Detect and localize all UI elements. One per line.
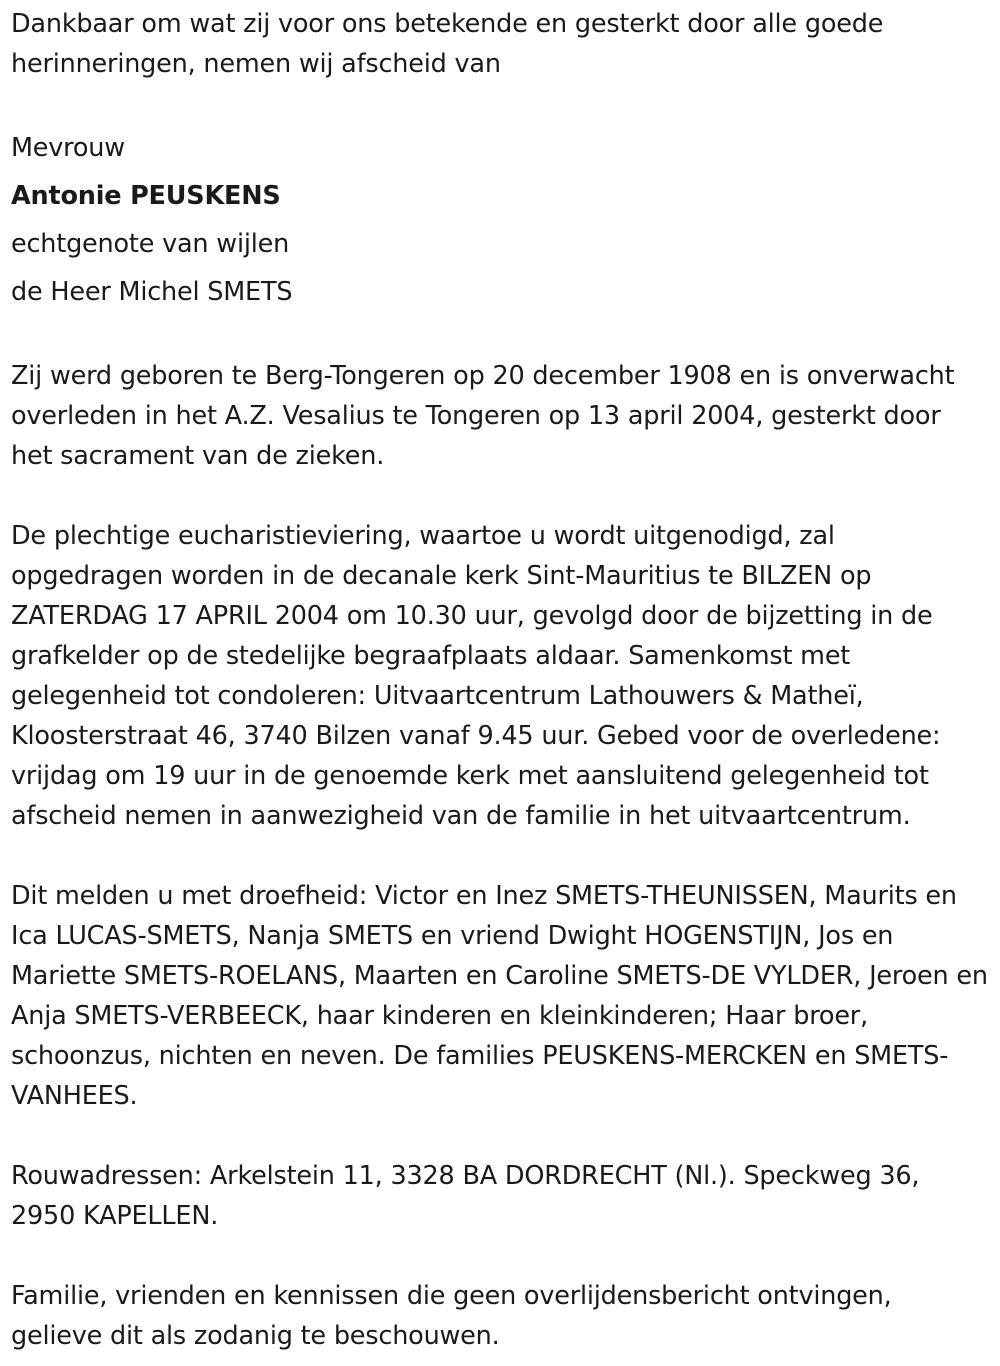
- spacer: [11, 84, 989, 124]
- family-paragraph: Dit melden u met droefheid: Victor en Inez SMETS-THEUNISSEN, Maurits en Ica LUCAS-SMETS, Nanja SMETS en vriend Dwight HOGENSTIJN, Jos en Mariette SMETS-ROELANS, Maarten en Caroline SMETS-DE VYLDER, Jeroen en Anja SMETS-VERBEECK, haar kinderen en kleinkinderen; Haar broer, schoonzus, nichten en neven. De families PEUSKENS-MERCKEN en SMETS-VANHEES.: [11, 881, 988, 1111]
- deceased-title: Mevrouw: [11, 133, 125, 163]
- spacer: [11, 316, 989, 356]
- spacer: [11, 1116, 989, 1156]
- spacer: [11, 836, 989, 876]
- deceased-relation: echtgenote van wijlen: [11, 229, 290, 259]
- spacer: [11, 1236, 989, 1276]
- ceremony-paragraph: De plechtige eucharistieviering, waartoe u wordt uitgenodigd, zal opgedragen worden in de decanale kerk Sint-Mauritius te BILZEN op ZATERDAG 17 APRIL 2004 om 10.30 uur, gevolgd door de bijzetting in de grafkelder op de stedelijke begraafplaats aldaar. Samenkomst met gelegenheid tot condoleren: Uitvaartcentrum Lathouwers & Matheï, Kloosterstraat 46, 3740 Bilzen vanaf 9.45 uur. Gebed voor de overledene: vrijdag om 19 uur in de genoemde kerk met aansluitend gelegenheid tot afscheid nemen in aanwezigheid van de familie in het uitvaartcentrum.: [11, 521, 941, 831]
- intro-paragraph: Dankbaar om wat zij voor ons betekende en gesterkt door alle goede herinneringen, nemen wij afscheid van: [11, 9, 884, 79]
- addresses-paragraph: Rouwadressen: Arkelstein 11, 3328 BA DORDRECHT (Nl.). Speckweg 36, 2950 KAPELLEN.: [11, 1161, 920, 1231]
- deceased-block: [11, 124, 989, 316]
- deceased-spouse: de Heer Michel SMETS: [11, 277, 293, 307]
- spacer: [11, 476, 989, 516]
- birth-death-paragraph: Zij werd geboren te Berg-Tongeren op 20 december 1908 en is onverwacht overleden in het A.Z. Vesalius te Tongeren op 13 april 2004, gesterkt door het sacrament van de zieken.: [11, 361, 955, 471]
- deceased-name: Antonie PEUSKENS: [11, 181, 281, 211]
- closing-paragraph: Familie, vrienden en kennissen die geen overlijdensbericht ontvingen, gelieve dit als zodanig te beschouwen.: [11, 1281, 892, 1351]
